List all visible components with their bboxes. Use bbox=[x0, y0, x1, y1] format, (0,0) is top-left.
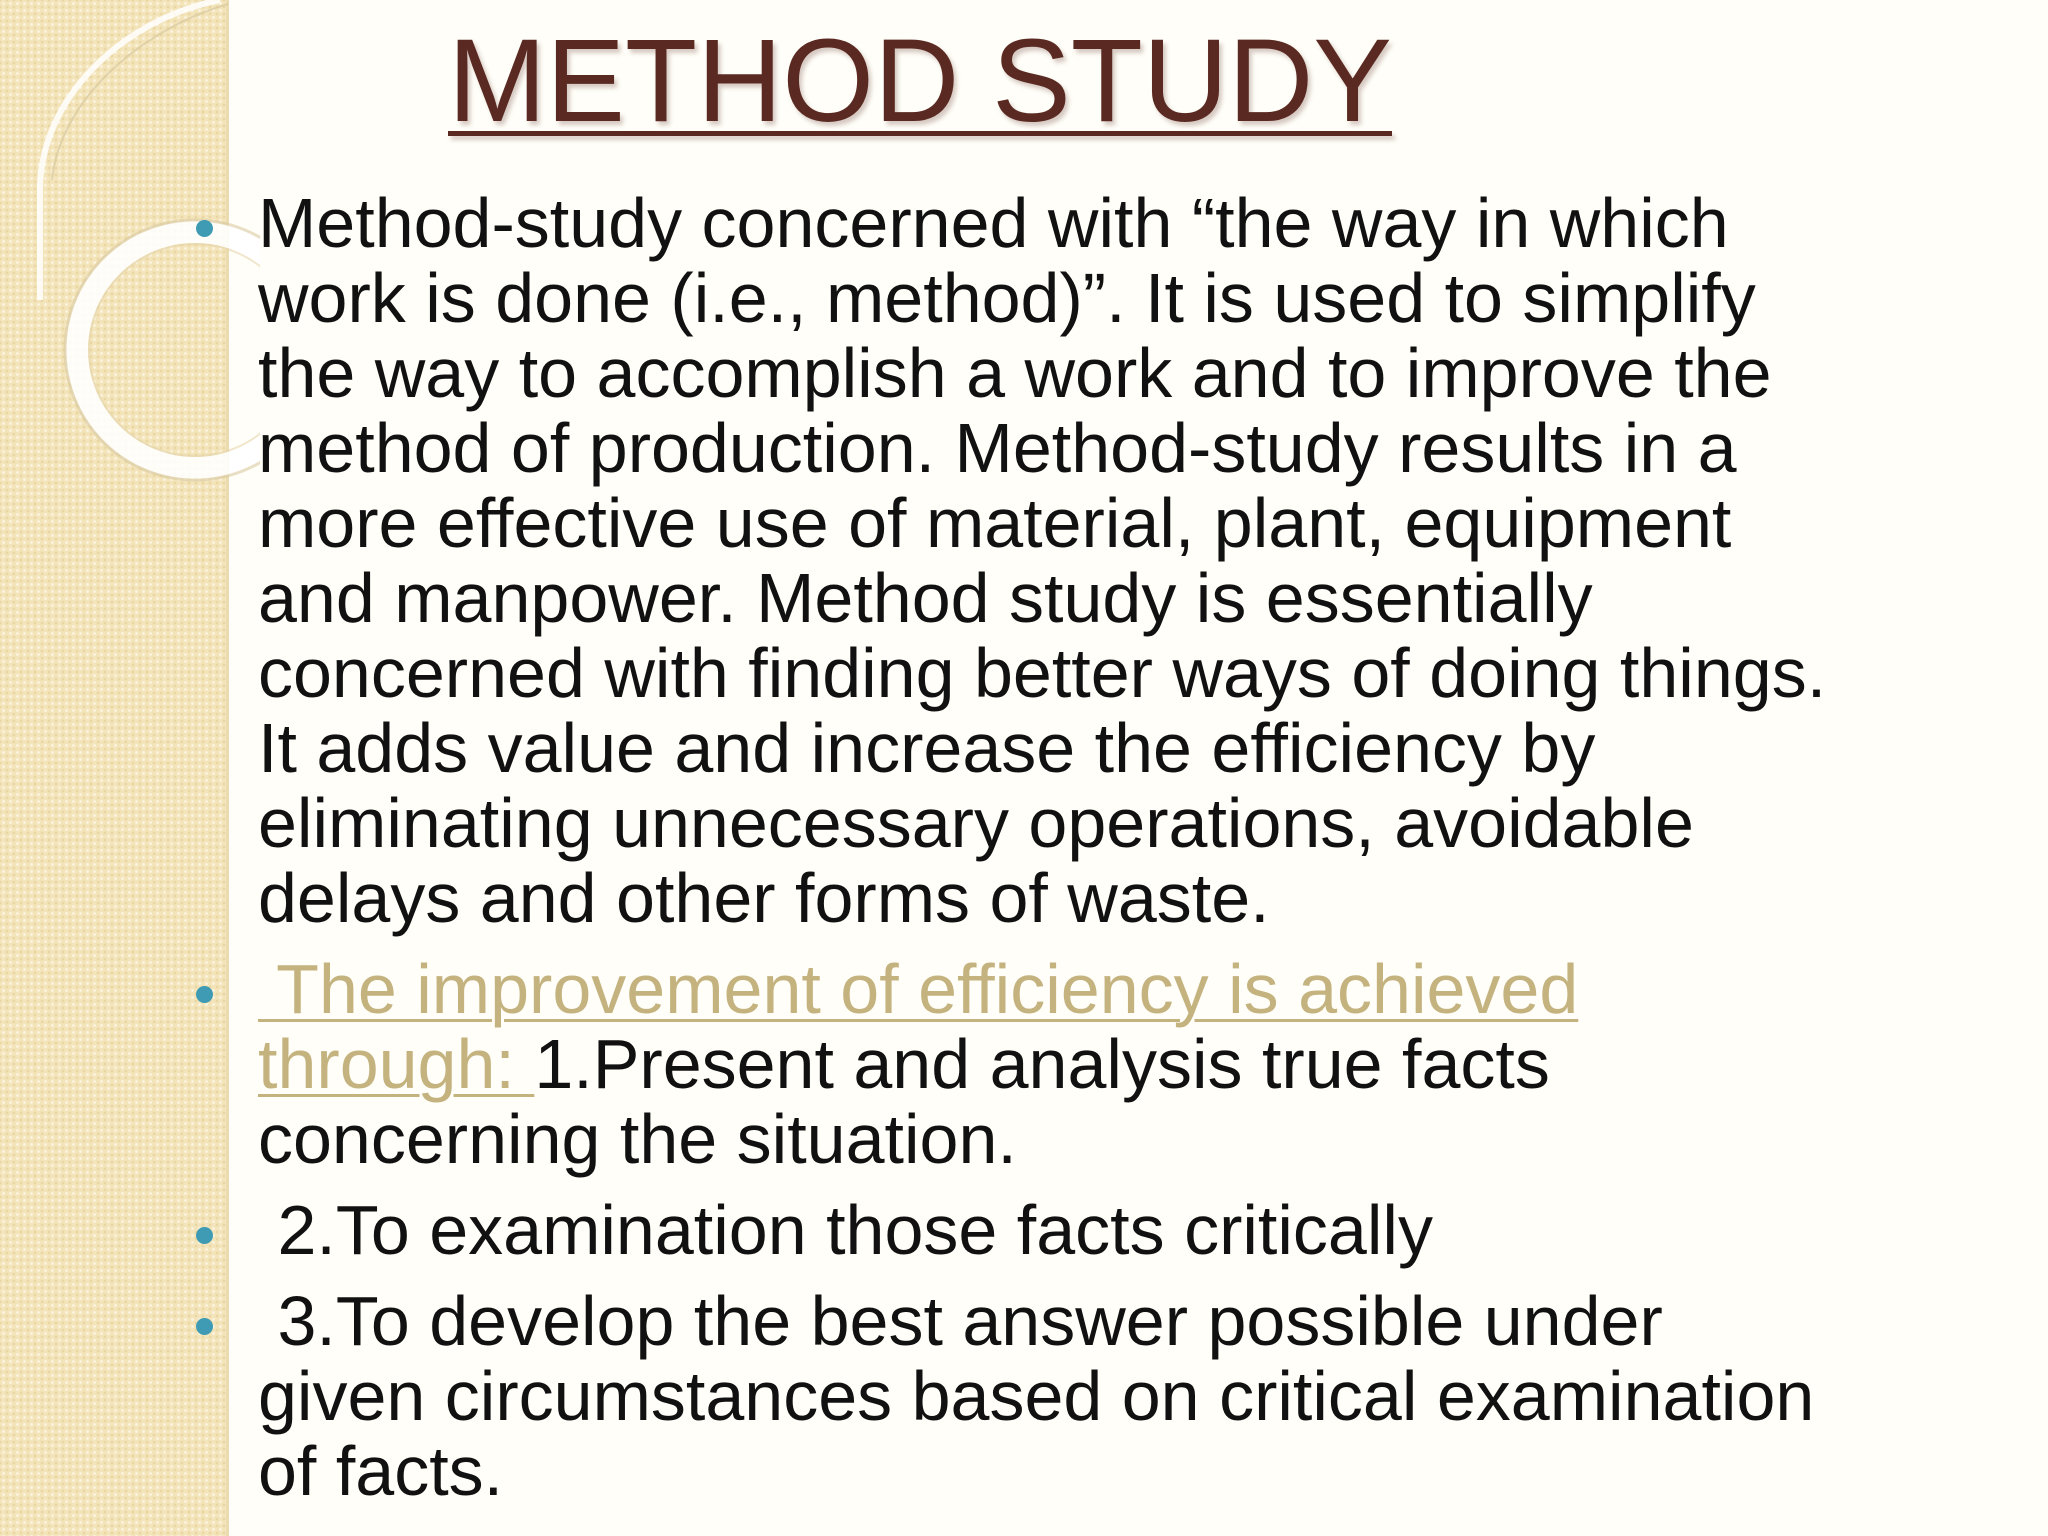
text-line: concerned with finding better ways of doing things. bbox=[258, 634, 1827, 712]
point-one-text: 1.Present and analysis true facts bbox=[534, 1025, 1550, 1103]
text-line: delays and other forms of waste. bbox=[258, 859, 1270, 937]
text-line: eliminating unnecessary operations, avoidable bbox=[258, 784, 1694, 862]
slide-title: METHOD STUDY bbox=[448, 15, 1392, 147]
text-line bbox=[258, 1027, 1996, 1102]
bullet-item-examination bbox=[196, 1193, 1996, 1268]
bullet-item-best-answer bbox=[196, 1284, 1996, 1509]
bullet-dot-icon bbox=[196, 220, 213, 237]
bullet-text bbox=[258, 1284, 1996, 1509]
improvement-link[interactable]: The improvement of efficiency is achieved bbox=[258, 950, 1579, 1028]
text-line: It adds value and increase the efficiency by bbox=[258, 709, 1596, 787]
text-line: 3.To develop the best answer possible under bbox=[258, 1282, 1663, 1360]
text-line: method of production. Method-study results in a bbox=[258, 409, 1737, 487]
text-line: more effective use of material, plant, equipment bbox=[258, 484, 1732, 562]
text-line: Method-study concerned with “the way in which bbox=[258, 184, 1729, 262]
text-line: of facts. bbox=[258, 1432, 504, 1510]
text-line: and manpower. Method study is essentially bbox=[258, 559, 1593, 637]
bullet-dot-icon bbox=[196, 1318, 213, 1335]
bullet-text bbox=[258, 1193, 1996, 1268]
text-line bbox=[258, 952, 1996, 1027]
bullet-text bbox=[258, 952, 1996, 1177]
bullet-dot-icon bbox=[196, 986, 213, 1003]
text-line: the way to accomplish a work and to improve the bbox=[258, 334, 1772, 412]
text-line: given circumstances based on critical examination bbox=[258, 1357, 1815, 1435]
text-line: 2.To examination those facts critically bbox=[258, 1191, 1433, 1269]
bullet-text bbox=[258, 186, 1996, 936]
improvement-link-continued[interactable]: through: bbox=[258, 1025, 535, 1103]
bullet-item-method-study bbox=[196, 186, 1996, 936]
text-line: concerning the situation. bbox=[258, 1100, 1017, 1178]
bullet-item-improvement bbox=[196, 952, 1996, 1177]
bullet-dot-icon bbox=[196, 1227, 213, 1244]
text-line: work is done (i.e., method)”. It is used to simplify bbox=[258, 259, 1756, 337]
bullet-list bbox=[196, 186, 1996, 1509]
slide-body bbox=[196, 186, 1996, 1525]
